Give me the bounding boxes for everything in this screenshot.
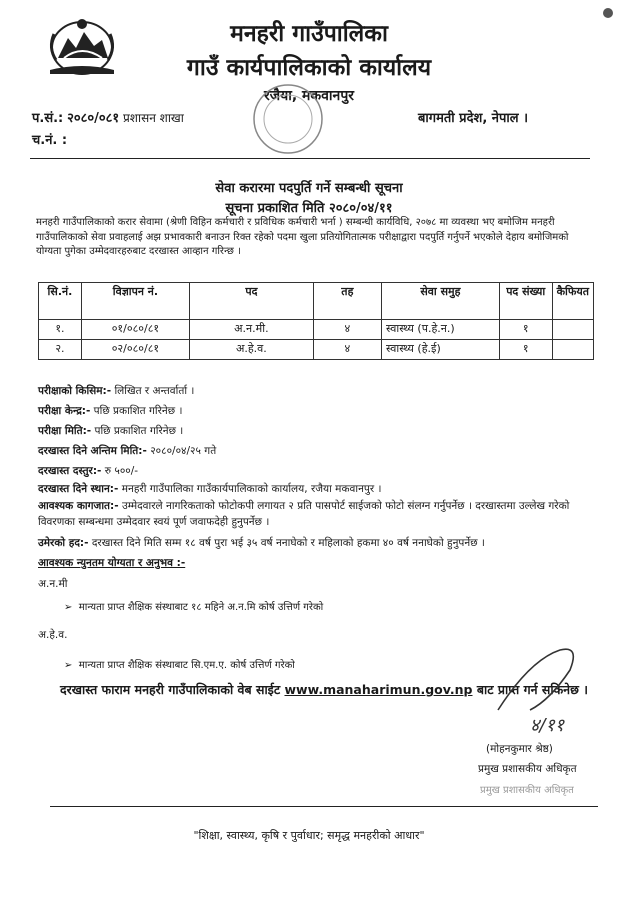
office-stamp-icon	[248, 80, 328, 158]
docs-label: आवश्यक कागजात:-	[38, 500, 119, 512]
col-remarks: कैफियत	[552, 283, 593, 320]
cell: ०१/०८०/८१	[81, 320, 189, 340]
dispatch-number: च.नं. :	[32, 133, 68, 148]
col-level: तह	[313, 283, 381, 320]
post2-heading: अ.हे.व.	[38, 629, 68, 641]
age-label: उमेरको हद:-	[38, 537, 89, 549]
place-label: दरखास्त दिने स्थान:-	[38, 483, 119, 495]
signatory-name: (मोहनकुमार श्रेष्ठ)	[486, 743, 553, 755]
post1-heading: अ.न.मी	[38, 578, 68, 590]
exam-date	[38, 424, 598, 438]
cell: १.	[39, 320, 82, 340]
fee-label: दरखास्त दस्तुर:-	[38, 465, 102, 477]
cell: ४	[313, 320, 381, 340]
bullet-arrow-icon: ➢	[64, 602, 73, 613]
reference-number	[32, 108, 184, 126]
deadline-label: दरखास्त दिने अन्तिम मिति:-	[38, 445, 147, 457]
col-ad-no: विज्ञापन नं.	[81, 283, 189, 320]
footer-motto: "शिक्षा, स्वास्थ्य, कृषि र पुर्वाधार; समृद्ध मनहरीको आधार"	[193, 829, 425, 842]
required-documents	[38, 498, 598, 530]
qualification-heading-text: आवश्यक न्युनतम योग्यता र अनुभव :-	[38, 557, 186, 569]
vacancy-table	[38, 282, 594, 360]
cell: स्वास्थ्य (प.हे.न.)	[381, 320, 499, 340]
age-value: दरखास्त दिने मिति सम्म १८ वर्ष पुरा भई ३५ वर्ष ननाघेको र महिलाको हकमा ४० वर्ष ननाघेको हुनुपर्नेछ ।	[91, 537, 485, 549]
signature-date-scribble: ४/११	[530, 715, 565, 736]
cell: १	[499, 320, 552, 340]
col-service-group: सेवा समुह	[381, 283, 499, 320]
post2-qualification-text: मान्यता प्राप्त शैक्षिक संस्थाबाट सि.एम.ए. कोर्ष उत्तिर्ण गरेको	[78, 660, 295, 671]
cell: स्वास्थ्य (हे.ई)	[381, 340, 499, 360]
cell: ४	[313, 340, 381, 360]
deadline	[38, 444, 598, 458]
exam-center-value: पछि प्रकाशित गरिनेछ ।	[93, 405, 183, 417]
signature-stamp-text: प्रमुख प्रशासकीय अधिकृत	[480, 785, 574, 796]
age-limit	[38, 536, 598, 550]
exam-type-label: परीक्षाको किसिम:-	[38, 385, 112, 397]
apply-suffix: बाट प्राप्त गर्न सकिनेछ ।	[476, 682, 588, 697]
cell	[552, 340, 593, 360]
notice-title: सेवा करारमा पदपुर्ति गर्ने सम्बन्धी सूचना	[215, 181, 403, 196]
province-name: बागमती प्रदेश, नेपाल ।	[418, 111, 529, 126]
header-divider	[30, 158, 590, 159]
exam-type	[38, 384, 598, 398]
fee	[38, 464, 598, 478]
office-address: रजैया, मकवानपुर	[263, 88, 355, 104]
table-row	[39, 340, 594, 360]
table-row	[39, 320, 594, 340]
exam-type-value: लिखित र अन्तर्वार्ता ।	[114, 385, 195, 397]
cell: अ.न.मी.	[190, 320, 314, 340]
exam-date-value: पछि प्रकाशित गरिनेछ ।	[94, 425, 184, 437]
col-post-count: पद संख्या	[499, 283, 552, 320]
office-name: गाउँ कार्यपालिकाको कार्यालय	[186, 55, 432, 81]
footer-divider	[50, 806, 598, 807]
docs-value: उम्मेदवारले नागरिकताको फोटोकपी लगायत २ प्रति पासपोर्ट साईजको फोटो संलग्न गर्नुपर्नेछ । दरखास्तमा उल्लेख गरेको विवरणका सम्बन्धमा उम्मेदवार स्वयं पूर्ण जवाफदेही हुनुपर्नेछ ।	[38, 500, 570, 528]
post1-qualification-text: मान्यता प्राप्त शैक्षिक संस्थाबाट १८ महिने अ.न.मि कोर्ष उत्तिर्ण गरेको	[78, 602, 324, 613]
exam-center-label: परीक्षा केन्द्र:-	[38, 405, 91, 417]
col-sn: सि.नं.	[39, 283, 82, 320]
cell: १	[499, 340, 552, 360]
col-post: पद	[190, 283, 314, 320]
cell: ०२/०८०/८१	[81, 340, 189, 360]
exam-date-label: परीक्षा मिति:-	[38, 425, 92, 437]
exam-center	[38, 404, 598, 418]
fee-value: रु ५००/-	[104, 465, 139, 477]
post2-qualification	[64, 657, 295, 671]
place-value: मनहरी गाउँपालिका गाउँकार्यपालिकाको कार्यालय, रजैया मकवानपुर ।	[121, 483, 382, 495]
cell: अ.हे.व.	[190, 340, 314, 360]
bullet-arrow-icon: ➢	[64, 660, 73, 671]
notice-paragraph: मनहरी गाउँपालिकाको करार सेवामा (श्रेणी विहिन कर्मचारी र प्रविधिक कर्मचारी भर्ना ) सम्बन्धी कार्यविधि, २०७८ मा व्यवस्था भए बमोजिम मनहरी गाउँपालिकाको सेवा प्रवाहलाई अझ प्रभावकारी बनाउन रिक्त रहेको पदमा खुला प्रतियोगितात्मक परीक्षाद्वारा पदपुर्ति गर्नुपर्ने भएकोले देहाय बमोजिमको योग्यता पुगेका उम्मेदवारहरुबाट दरखास्त आव्हान गरिन्छ ।	[36, 217, 569, 257]
submission-place	[38, 482, 598, 496]
cell: २.	[39, 340, 82, 360]
section-name: प्रशासन शाखा	[122, 111, 184, 125]
apply-prefix: दरखास्त फाराम मनहरी गाउँपालिकाको वेब साईट	[60, 682, 281, 697]
signatory-title: प्रमुख प्रशासकीय अधिकृत	[478, 763, 577, 775]
table-header-row	[39, 283, 594, 320]
deadline-value: २०८०/०४/२५ गते	[150, 445, 217, 457]
ref-label: प.सं.:	[32, 111, 64, 126]
municipality-name: मनहरी गाउँपालिका	[230, 21, 388, 47]
ref-value: २०८०/०८१	[67, 111, 120, 126]
post1-qualification	[64, 599, 323, 613]
signature-stroke-icon	[490, 640, 600, 720]
qualification-heading	[38, 556, 598, 570]
website-link[interactable]: www.manaharimun.gov.np	[284, 682, 473, 697]
cell	[552, 320, 593, 340]
publication-date: सूचना प्रकाशित मिति २०८०/०४/११	[225, 201, 393, 216]
